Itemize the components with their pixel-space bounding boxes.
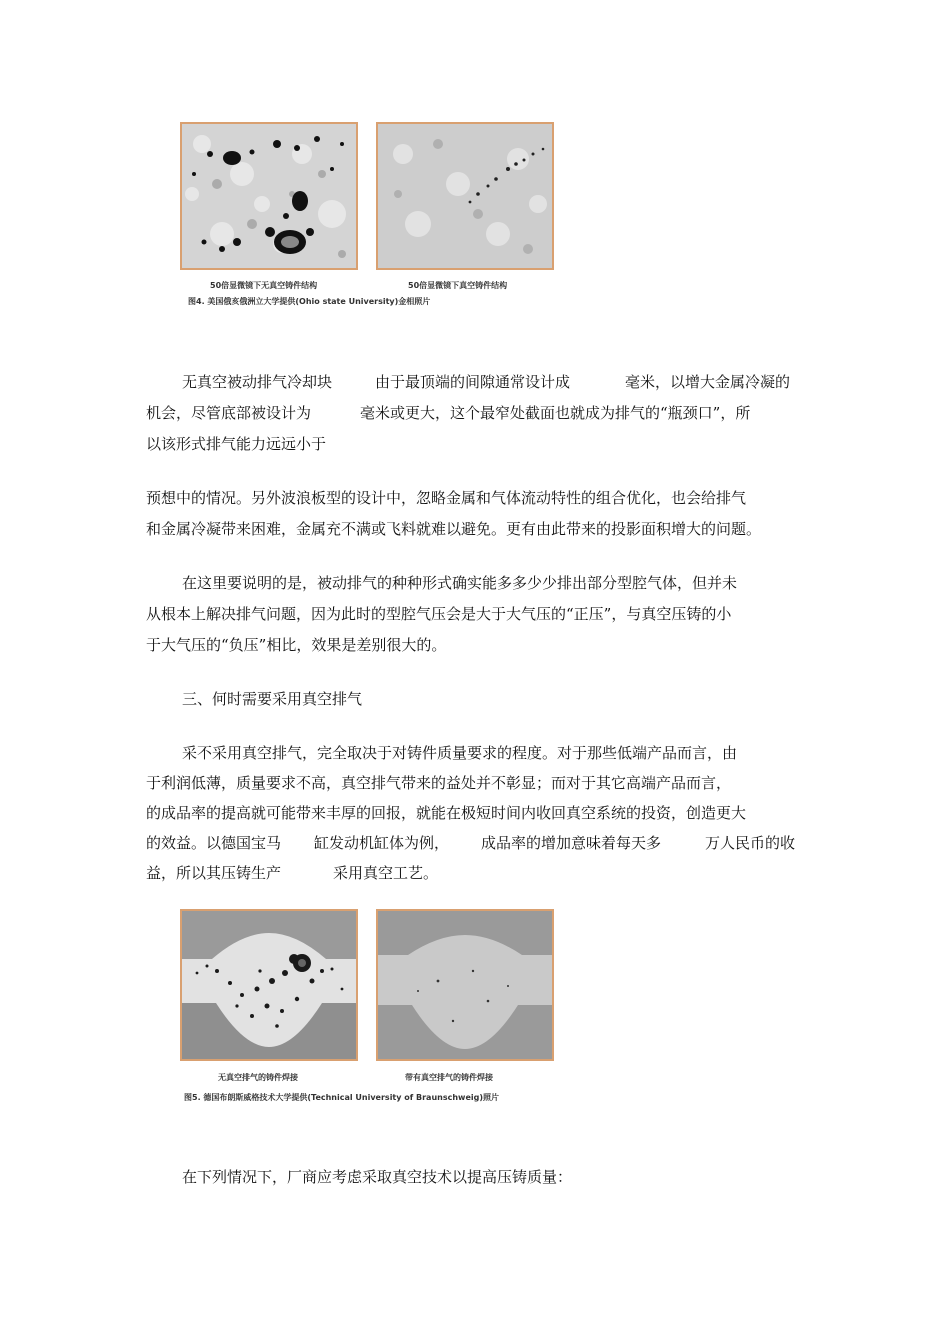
weld-no-vacuum-photo (180, 909, 358, 1061)
weld-vacuum-photo (376, 909, 554, 1061)
para1-line3: 以该形式排气能力远远小于 (146, 435, 327, 453)
para3-line3: 于大气压的“负压”相比，效果是差别很大的。 (146, 636, 447, 654)
para5-line: 在下列情况下，厂商应考虑采取真空技术以提高压铸质量： (182, 1168, 573, 1186)
figure-4-left-caption: 50倍显微镜下无真空铸件结构 (210, 281, 318, 290)
para4-line4d: 万人民币的收 (705, 834, 796, 852)
para3-line2: 从根本上解决排气问题，因为此时的型腔气压会是大于大气压的“正压”，与真空压铸的小 (146, 605, 732, 623)
para1-line1c: 毫米，以增大金属冷凝的 (625, 373, 791, 391)
para4-line4a: 的效益。以德国宝马 (146, 834, 282, 852)
figure-5-left-caption: 无真空排气的铸件焊接 (218, 1073, 298, 1082)
figure-5-right-caption: 带有真空排气的铸件焊接 (405, 1073, 493, 1082)
para4-line2: 于利润低薄，质量要求不高，真空排气带来的益处并不彰显；而对于其它高端产品而言， (146, 774, 732, 792)
figure-5 (180, 909, 556, 1102)
figure-5-title: 图5. 德国布朗斯威格技术大学提供(Technical University of Braunschweig)照片 (184, 1093, 499, 1102)
section-heading-3: 三、何时需要采用真空排气 (182, 690, 363, 708)
para1-line2a: 机会，尽管底部被设计为 (146, 404, 312, 422)
para3-line1: 在这里要说明的是，被动排气的种种形式确实能多多少少排出部分型腔气体，但并未 (182, 574, 738, 592)
para2-line2: 和金属冷凝带来困难，金属充不满或飞料就难以避免。更有由此带来的投影面积增大的问题。 (146, 520, 762, 538)
para2-line1: 预想中的情况。另外波浪板型的设计中，忽略金属和气体流动特性的组合优化，也会给排气 (146, 489, 747, 507)
micrograph-no-vacuum (180, 122, 358, 270)
para4-line5a: 益，所以其压铸生产 (146, 864, 282, 882)
para1-line1a: 无真空被动排气冷却块 (182, 373, 333, 391)
figure-4 (180, 122, 556, 306)
para4-line4b: 缸发动机缸体为例， (314, 834, 450, 852)
para1-line1b: 由于最顶端的间隙通常设计成 (375, 373, 571, 391)
figure-4-title: 图4. 美国俄亥俄洲立大学提供(Ohio state University)金相照片 (188, 297, 431, 306)
para4-line1: 采不采用真空排气，完全取决于对铸件质量要求的程度。对于那些低端产品而言，由 (182, 744, 738, 762)
para1-line2b: 毫米或更大，这个最窄处截面也就成为排气的“瓶颈口”，所 (360, 404, 751, 422)
para4-line3: 的成品率的提高就可能带来丰厚的回报，就能在极短时间内收回真空系统的投资，创造更大 (146, 804, 747, 822)
figure-4-right-caption: 50倍显微镜下真空铸件结构 (408, 281, 508, 290)
micrograph-vacuum (376, 122, 554, 270)
para4-line5b: 采用真空工艺。 (333, 864, 439, 882)
para4-line4c: 成品率的增加意味着每天多 (481, 834, 662, 852)
